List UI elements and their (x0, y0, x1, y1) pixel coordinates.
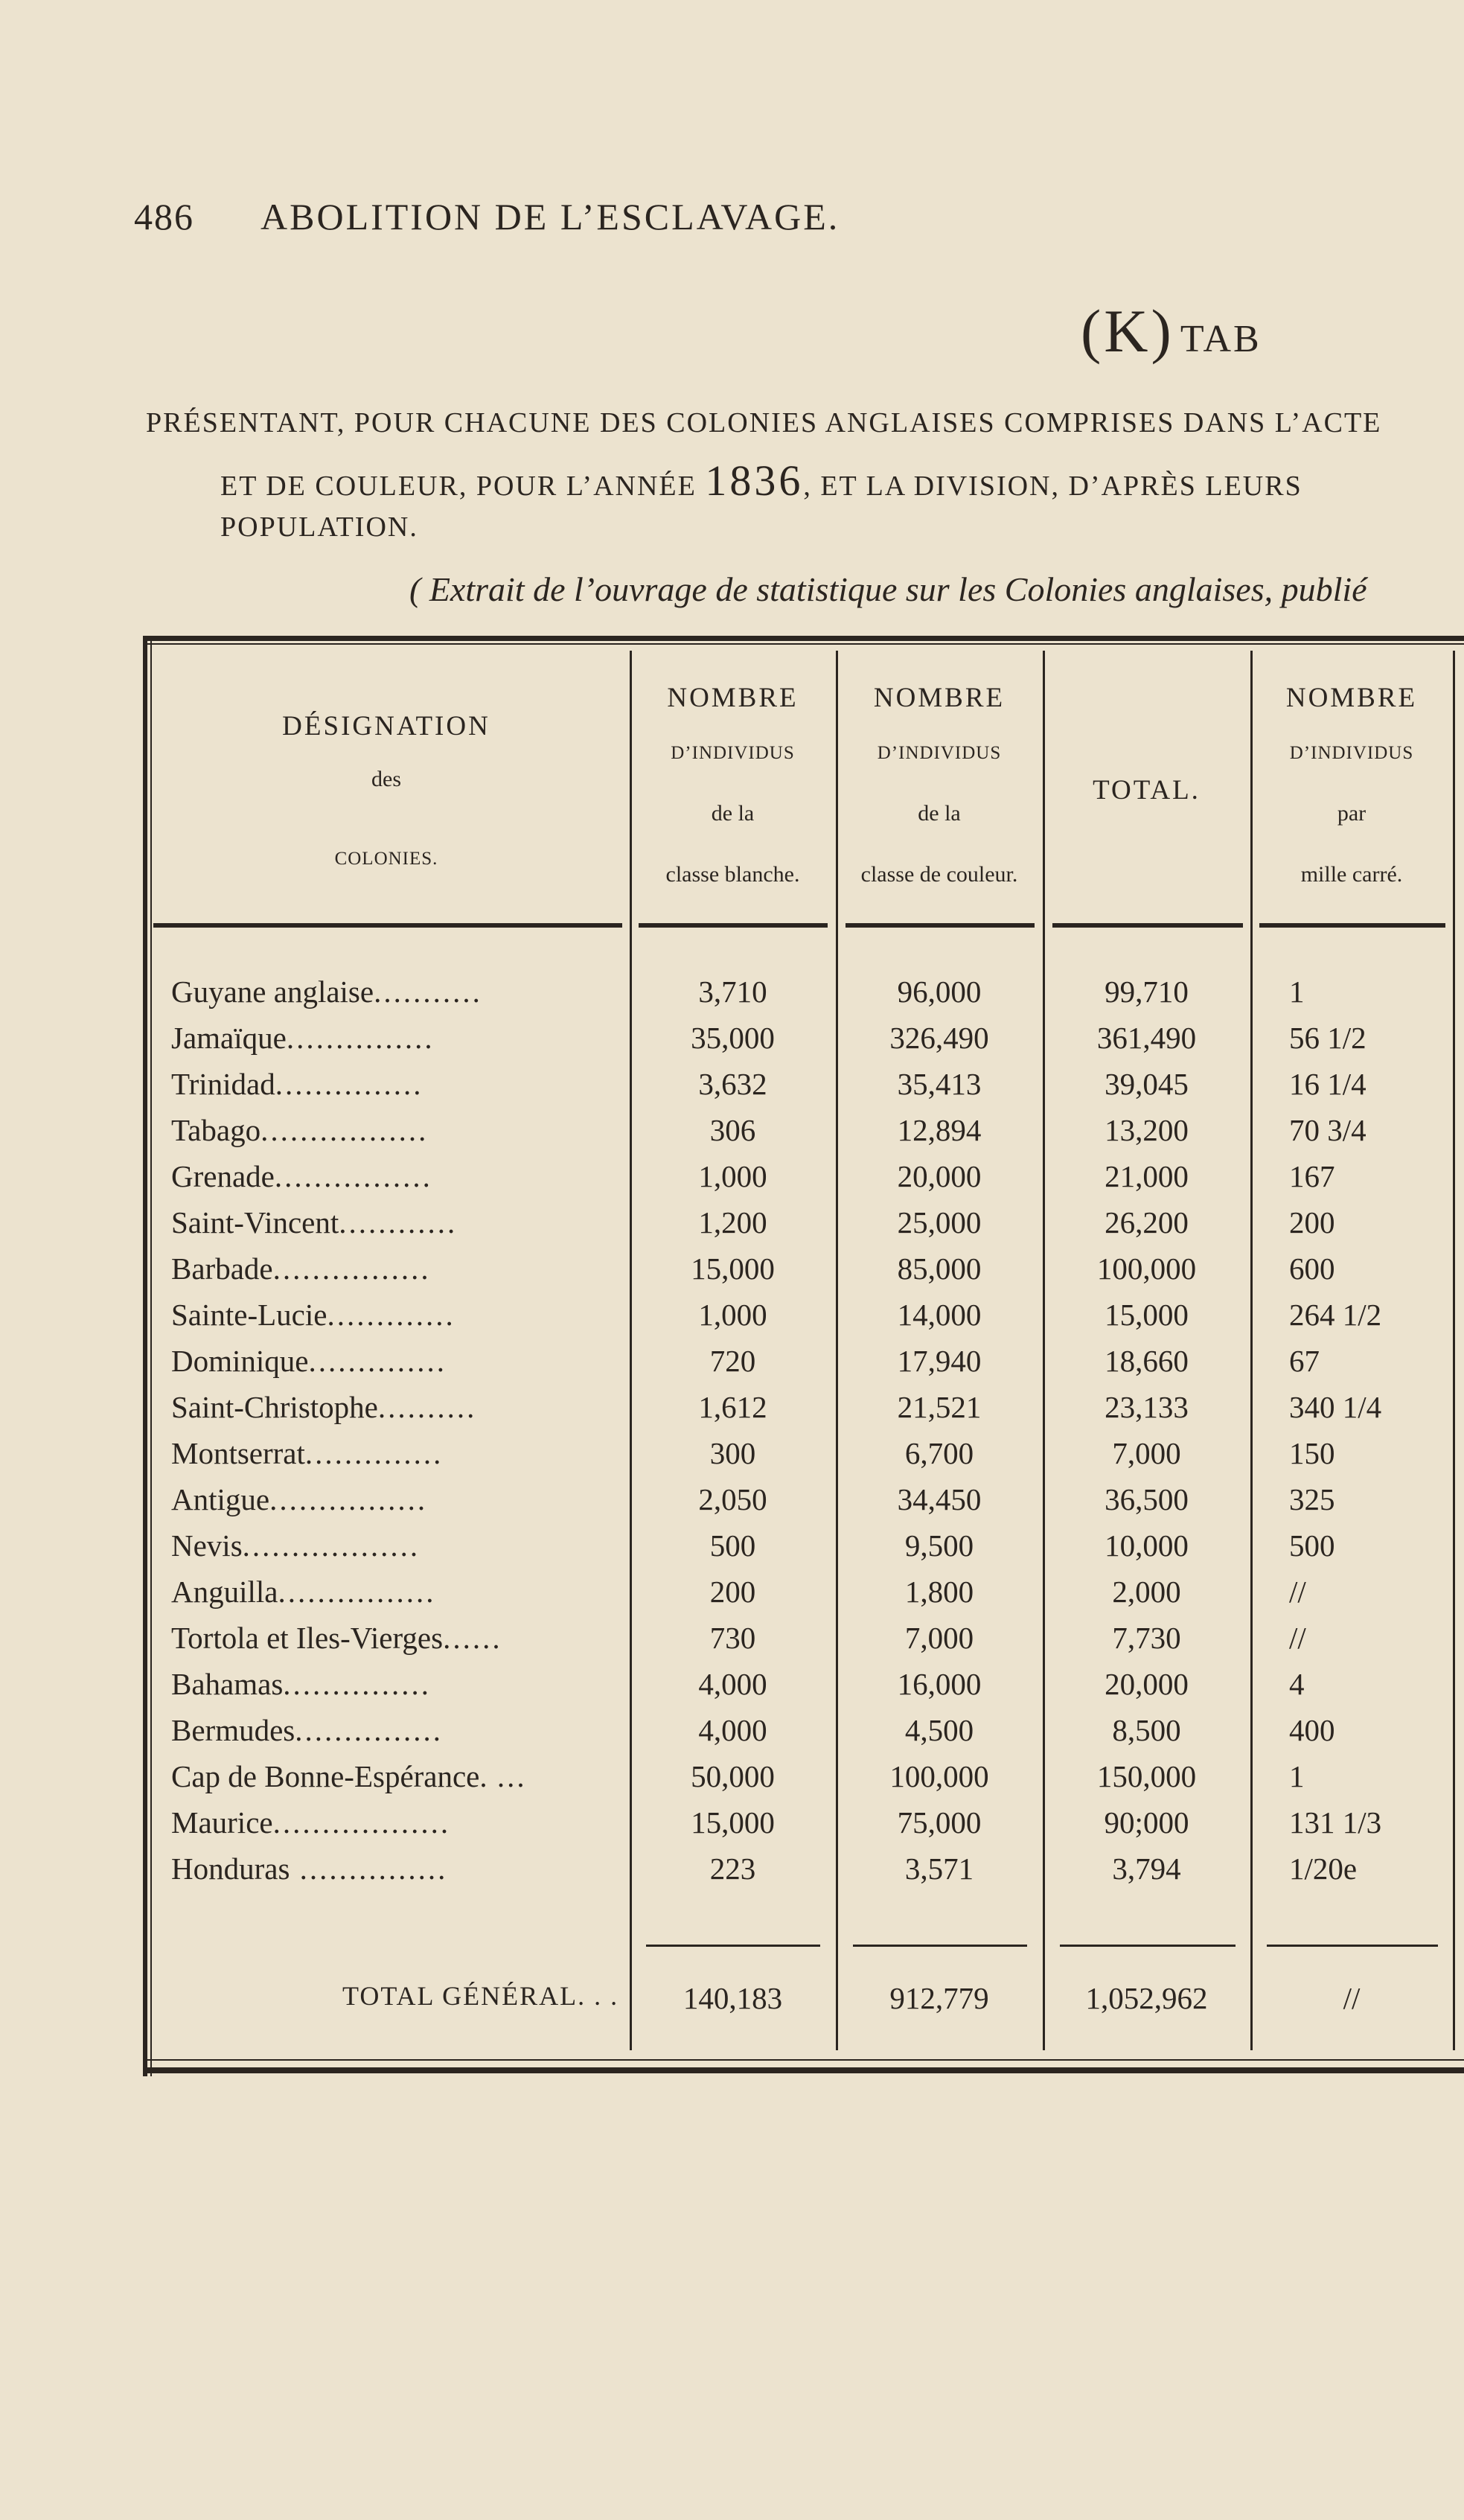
colony-name: Bahamas (171, 1667, 284, 1701)
cell-couleur: 9,500 (904, 1528, 974, 1563)
cell-densite: 16 1/4 (1289, 1067, 1366, 1101)
intro-line-3: POPULATION. (220, 511, 418, 543)
table-row (143, 1389, 1464, 1435)
cell-couleur: 3,571 (904, 1851, 974, 1886)
table-row (143, 1435, 1464, 1481)
cell-total: 36,500 (1105, 1482, 1189, 1516)
cell-blanche: 300 (709, 1436, 756, 1470)
table-row (143, 1528, 1464, 1574)
cell-blanche: 3,710 (698, 974, 767, 1009)
leader-dots: ............... (283, 1667, 432, 1701)
colony-name: Nevis (171, 1528, 243, 1563)
cell-total: 8,500 (1112, 1713, 1181, 1747)
leader-dots: .................. (272, 1805, 451, 1840)
cell-total: 26,200 (1105, 1205, 1189, 1240)
leader-dots: .............. (304, 1436, 444, 1470)
cell-blanche: 4,000 (698, 1713, 767, 1747)
colony-name: Dominique (171, 1344, 309, 1378)
cell-couleur: 17,940 (897, 1344, 982, 1378)
cell-densite: 400 (1289, 1713, 1335, 1747)
cell-total: 21,000 (1105, 1159, 1189, 1193)
table-row (143, 1205, 1464, 1251)
cell-densite: 1 (1289, 1759, 1305, 1793)
cell-total: 361,490 (1096, 1021, 1197, 1055)
cell-total: 2,000 (1112, 1575, 1181, 1609)
colony-name: Saint-Christophe (171, 1390, 378, 1424)
colony-name: Montserrat (171, 1436, 305, 1470)
colony-name: Tortola et Iles-Vierges (171, 1621, 444, 1655)
cell-couleur: 7,000 (904, 1621, 974, 1655)
running-head (134, 195, 840, 238)
leader-dots: ........... (374, 974, 482, 1009)
cell-densite: // (1289, 1621, 1306, 1655)
cell-densite: 4 (1289, 1667, 1305, 1701)
table-row (143, 1158, 1464, 1205)
cell-total: 15,000 (1105, 1298, 1189, 1332)
table-row (143, 1851, 1464, 1897)
colony-name: Guyane anglaise (171, 974, 374, 1009)
cell-blanche: 1,000 (698, 1159, 767, 1193)
colony-name: Saint-Vincent (171, 1205, 339, 1240)
cell-couleur: 326,490 (889, 1021, 989, 1055)
leader-dots: ................ (272, 1251, 431, 1286)
cell-blanche: 1,200 (698, 1205, 767, 1240)
table-row (143, 1066, 1464, 1112)
leader-dots: ... (487, 1759, 527, 1793)
cell-couleur: 20,000 (897, 1159, 982, 1193)
leader-dots: ............... (286, 1021, 435, 1055)
leader-dots: ................ (278, 1575, 436, 1609)
leader-dots: ............ (339, 1205, 458, 1240)
colony-name: Maurice (171, 1805, 273, 1840)
leader-dots: ................ (269, 1482, 428, 1516)
cell-densite: 150 (1289, 1436, 1335, 1470)
cell-couleur: 4,500 (904, 1713, 974, 1747)
leader-dots: .................. (242, 1528, 421, 1563)
cell-couleur: 25,000 (897, 1205, 982, 1240)
table-row (143, 1020, 1464, 1066)
intro-line-2-b: , ET LA DIVISION, D’APRÈS LEURS (803, 470, 1302, 502)
running-title: ABOLITION DE L’ESCLAVAGE. (260, 196, 840, 237)
table-row (143, 1112, 1464, 1158)
cell-couleur: 12,894 (897, 1113, 982, 1147)
cell-couleur: 35,413 (897, 1067, 982, 1101)
colony-name: Trinidad (171, 1067, 275, 1101)
cell-blanche: 2,050 (698, 1482, 767, 1516)
table-word-fragment: TAB (1180, 318, 1262, 360)
table-row (143, 1251, 1464, 1297)
colony-name: Grenade (171, 1159, 275, 1193)
cell-couleur: 85,000 (897, 1251, 982, 1286)
leader-dots: ............... (295, 1713, 443, 1747)
page-number: 486 (134, 196, 194, 237)
cell-couleur: 96,000 (897, 974, 982, 1009)
cell-couleur: 6,700 (904, 1436, 974, 1470)
total-label: TOTAL GÉNÉRAL. . . (342, 1981, 619, 2011)
colony-name: Bermudes (171, 1713, 295, 1747)
cell-densite: 167 (1289, 1159, 1335, 1193)
cell-blanche: 4,000 (698, 1667, 767, 1701)
cell-couleur: 16,000 (897, 1667, 982, 1701)
cell-total: 10,000 (1105, 1528, 1189, 1563)
leader-dots: .............. (308, 1344, 447, 1378)
table-letter: (K) (1081, 297, 1174, 365)
cell-densite: 70 3/4 (1289, 1113, 1366, 1147)
total-blanche: 140,183 (683, 1981, 783, 2015)
table-row (143, 1666, 1464, 1712)
source-note: ( Extrait de l’ouvrage de statistique sur les Colonies anglaises, publié (409, 570, 1367, 608)
cell-total: 7,730 (1112, 1621, 1181, 1655)
total-row (143, 1980, 1464, 2026)
cell-blanche: 3,632 (698, 1067, 767, 1101)
cell-couleur: 21,521 (897, 1390, 982, 1424)
leader-dots: ...... (443, 1621, 502, 1655)
cell-blanche: 500 (709, 1528, 756, 1563)
cell-total: 39,045 (1105, 1067, 1189, 1101)
cell-densite: 264 1/2 (1289, 1298, 1382, 1332)
cell-densite: 67 (1289, 1344, 1320, 1378)
intro-line-2-a: ET DE COULEUR, POUR L’ANNÉE (220, 470, 706, 502)
cell-couleur: 34,450 (897, 1482, 982, 1516)
table-row (143, 974, 1464, 1020)
colony-name: Anguilla (171, 1575, 278, 1609)
cell-densite: 1 (1289, 974, 1305, 1009)
total-total: 1,052,962 (1085, 1981, 1208, 2015)
cell-blanche: 306 (709, 1113, 756, 1147)
table-row (143, 1574, 1464, 1620)
cell-densite: // (1289, 1575, 1306, 1609)
colony-name: Cap de Bonne-Espérance. (171, 1759, 488, 1793)
cell-couleur: 75,000 (897, 1805, 982, 1840)
table-row (143, 1712, 1464, 1758)
colony-name: Jamaïque (171, 1021, 287, 1055)
table-label (1081, 296, 1262, 366)
cell-densite: 1/20e (1289, 1851, 1358, 1886)
table-row (143, 1343, 1464, 1389)
cell-densite: 500 (1289, 1528, 1335, 1563)
cell-total: 100,000 (1096, 1251, 1197, 1286)
intro-line-2 (220, 456, 1464, 505)
colony-name: Antigue (171, 1482, 270, 1516)
cell-blanche: 223 (709, 1851, 756, 1886)
cell-couleur: 100,000 (889, 1759, 989, 1793)
cell-densite: 200 (1289, 1205, 1335, 1240)
leader-dots: ............... (290, 1851, 448, 1886)
cell-blanche: 35,000 (691, 1021, 775, 1055)
table-row (143, 1805, 1464, 1851)
cell-total: 99,710 (1105, 974, 1189, 1009)
leader-dots: ............... (275, 1067, 423, 1101)
colony-name: Honduras (171, 1851, 290, 1886)
cell-densite: 325 (1289, 1482, 1335, 1516)
cell-total: 23,133 (1105, 1390, 1189, 1424)
cell-couleur: 1,800 (904, 1575, 974, 1609)
cell-densite: 131 1/3 (1289, 1805, 1382, 1840)
table-row (143, 1481, 1464, 1528)
cell-total: 150,000 (1096, 1759, 1197, 1793)
cell-total: 18,660 (1105, 1344, 1189, 1378)
cell-total: 7,000 (1112, 1436, 1181, 1470)
cell-blanche: 50,000 (691, 1759, 775, 1793)
statistics-table: DÉSIGNATION des COLONIES. NOMBRE D’INDIVIDUS de la classe blanche. NOMBRE D’INDIVIDUS de la classe de couleur. TOTAL. NOMBRE D’INDIVIDUS par mille carré. Guyane anglaise........... 3,710 96,000 99,710 1 Jamaïque............... 35,000 326,490 361,490 56 1/2 Trinidad............... 3,632 35,413 39,045 16 1/4 Tabago................. 306 12,894 13,200 70 3/4 Grenade................ 1,000 20,000 21,000 167 Saint-Vincent............ 1,200 25,000 26,200 200 Barbade................ 15,000 85,000 100,000 600 Sainte-Lucie............. 1,000 14,000 15,000 264 1/2 Dominique.............. 720 17,940 18,660 67 Saint-Christophe.......... 1,612 21,521 23,133 340 1/4 Montserrat.............. 300 6,700 7,000 150 Antigue................ 2,050 34,450 36,500 325 Nevis.................. 500 9,500 10,000 500 Anguilla................ 200 1,800 2,000 // Tortola et Iles-Vierges...... 730 7,000 7,730 // Bahamas............... 4,000 16,000 20,000 4 Bermudes............... 4,000 4,500 8,500 400 Cap de Bonne-Espérance. ... 50,000 100,000 150,000 1 Maurice.................. 15,000 75,000 90;000 131 1/3 Honduras ............... 223 3,571 3,794 1/20e TOTAL GÉNÉRAL. . . 140,183 912,779 1,052,962 // (143, 636, 1464, 2076)
leader-dots: ............. (327, 1298, 455, 1332)
colony-name: Sainte-Lucie (171, 1298, 327, 1332)
total-densite: // (1343, 1981, 1361, 2015)
cell-blanche: 15,000 (691, 1251, 775, 1286)
cell-blanche: 720 (709, 1344, 756, 1378)
cell-couleur: 14,000 (897, 1298, 982, 1332)
cell-blanche: 15,000 (691, 1805, 775, 1840)
table-row (143, 1297, 1464, 1343)
colony-name: Tabago (171, 1113, 261, 1147)
intro-year: 1836 (705, 456, 804, 505)
cell-total: 13,200 (1105, 1113, 1189, 1147)
table-row (143, 1758, 1464, 1805)
leader-dots: ................ (274, 1159, 432, 1193)
cell-blanche: 1,612 (698, 1390, 767, 1424)
cell-densite: 56 1/2 (1289, 1021, 1366, 1055)
cell-total: 90;000 (1104, 1805, 1189, 1840)
total-couleur: 912,779 (889, 1981, 989, 2015)
leader-dots: .......... (377, 1390, 477, 1424)
colony-name: Barbade (171, 1251, 273, 1286)
cell-blanche: 1,000 (698, 1298, 767, 1332)
intro-line-1: PRÉSENTANT, POUR CHACUNE DES COLONIES ANGLAISES COMPRISES DANS L’ACTE (146, 407, 1382, 438)
cell-densite: 600 (1289, 1251, 1335, 1286)
leader-dots: ................. (260, 1113, 429, 1147)
cell-total: 3,794 (1112, 1851, 1181, 1886)
cell-blanche: 200 (709, 1575, 756, 1609)
cell-blanche: 730 (709, 1621, 756, 1655)
cell-densite: 340 1/4 (1289, 1390, 1382, 1424)
cell-total: 20,000 (1105, 1667, 1189, 1701)
table-row (143, 1620, 1464, 1666)
